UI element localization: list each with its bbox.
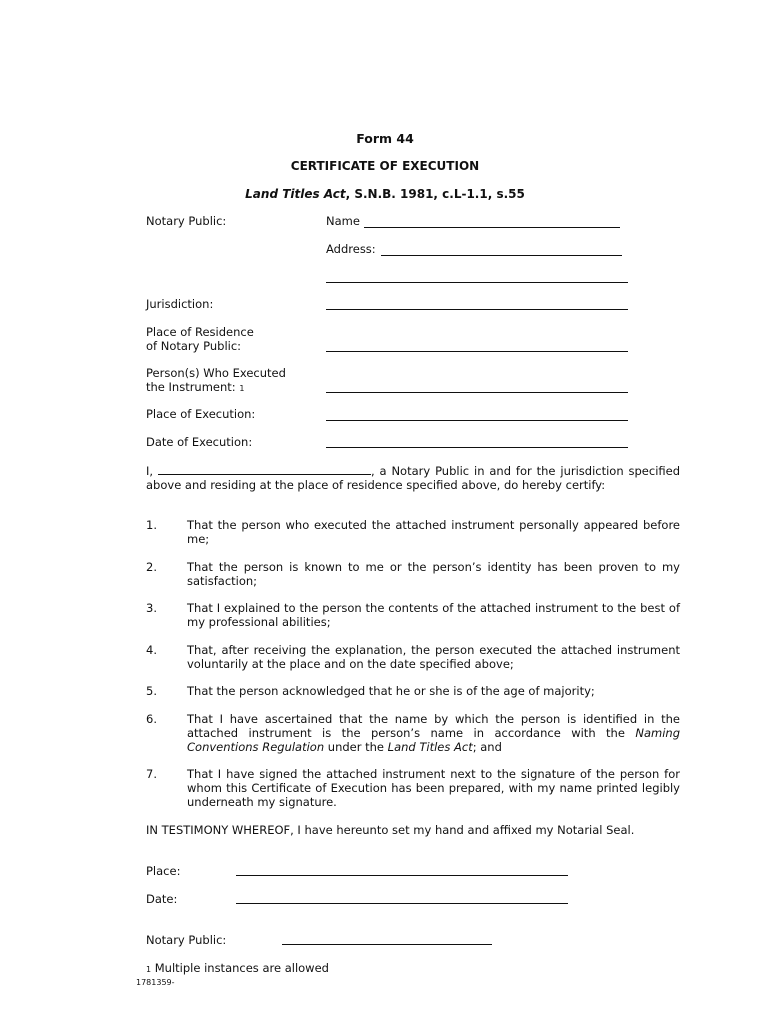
certification-intro [146, 463, 680, 492]
name-label: Name [326, 214, 360, 228]
date-field-line [236, 903, 568, 904]
persons-field-line [326, 392, 628, 393]
date-execution-field-line [326, 447, 628, 448]
address-field-line-2 [326, 282, 628, 283]
item-text: That the person acknowledged that he or she is of the age of majority; [187, 684, 595, 698]
residence-label-line1: Place of Residence [146, 325, 254, 339]
item-text: That the person is known to me or the person’s identity has been proven to my satisfaction; [187, 560, 680, 588]
residence-label-line2: of Notary Public: [146, 339, 242, 353]
document-id: 1781359- [136, 978, 175, 987]
act-reference [0, 187, 770, 201]
item-number: 5. [146, 684, 157, 698]
item-text: That the person who executed the attached instrument personally appeared before me; [187, 518, 680, 546]
address-label: Address: [326, 242, 376, 256]
item-number: 7. [146, 767, 157, 781]
item-number: 6. [146, 712, 157, 726]
item-text: That I have signed the attached instrument next to the signature of the person for whom this Certificate of Execution has been prepared, with my name printed legibly underneath my signature. [187, 767, 680, 809]
residence-field-line [326, 351, 628, 352]
item-text [187, 712, 680, 754]
name-field-line [364, 227, 620, 228]
footnote-ref: 1 [239, 384, 245, 393]
item-number: 2. [146, 560, 157, 574]
item-6-text-b: under the [324, 740, 388, 754]
act-name: Land Titles Act [245, 187, 346, 201]
jurisdiction-field-line [326, 309, 628, 310]
item-number: 1. [146, 518, 157, 532]
footnote [146, 961, 329, 975]
footnote-number: 1 [146, 965, 152, 974]
place-label: Place: [146, 864, 181, 878]
jurisdiction-label: Jurisdiction: [146, 297, 214, 311]
act-name-inline: Land Titles Act [387, 740, 473, 754]
place-execution-label: Place of Execution: [146, 407, 256, 421]
persons-label-line1: Person(s) Who Executed [146, 366, 286, 380]
persons-label-line2 [146, 380, 244, 394]
testimony-clause: IN TESTIMONY WHEREOF, I have hereunto set my hand and affixed my Notarial Seal. [146, 823, 635, 837]
item-number: 4. [146, 643, 157, 657]
address-field-line [381, 255, 622, 256]
place-execution-field-line [326, 420, 628, 421]
place-field-line [236, 875, 568, 876]
item-text: That I explained to the person the contents of the attached instrument to the best of my professional abilities; [187, 601, 680, 629]
regulation-name: Naming Conventions Regulation [187, 726, 680, 754]
item-6-text-a: That I have ascertained that the name by which the person is identified in the attached instrument is the person’s name in accordance with the [187, 712, 680, 740]
form-title: CERTIFICATE OF EXECUTION [290, 159, 480, 173]
notary-signature-label: Notary Public: [146, 933, 227, 947]
item-text: That, after receiving the explanation, the person executed the attached instrument voluntarily at the place and on the date specified above; [187, 643, 680, 671]
intro-text: , a Notary Public in and for the jurisdiction specified above and residing at the place of residence specified above, do hereby certify: [146, 464, 681, 492]
item-6-text-c: ; and [472, 740, 502, 754]
footnote-text: Multiple instances are allowed [154, 961, 329, 975]
persons-label-text: the Instrument: [146, 380, 236, 394]
notary-signature-line [282, 944, 492, 945]
notary-name-blank [158, 463, 371, 475]
act-citation: , S.N.B. 1981, c.L-1.1, s.55 [345, 187, 525, 201]
item-number: 3. [146, 601, 157, 615]
intro-prefix: I, [146, 464, 154, 478]
date-label: Date: [146, 892, 178, 906]
form-number: Form 44 [356, 131, 414, 146]
date-execution-label: Date of Execution: [146, 435, 253, 449]
notary-public-label: Notary Public: [146, 214, 227, 228]
